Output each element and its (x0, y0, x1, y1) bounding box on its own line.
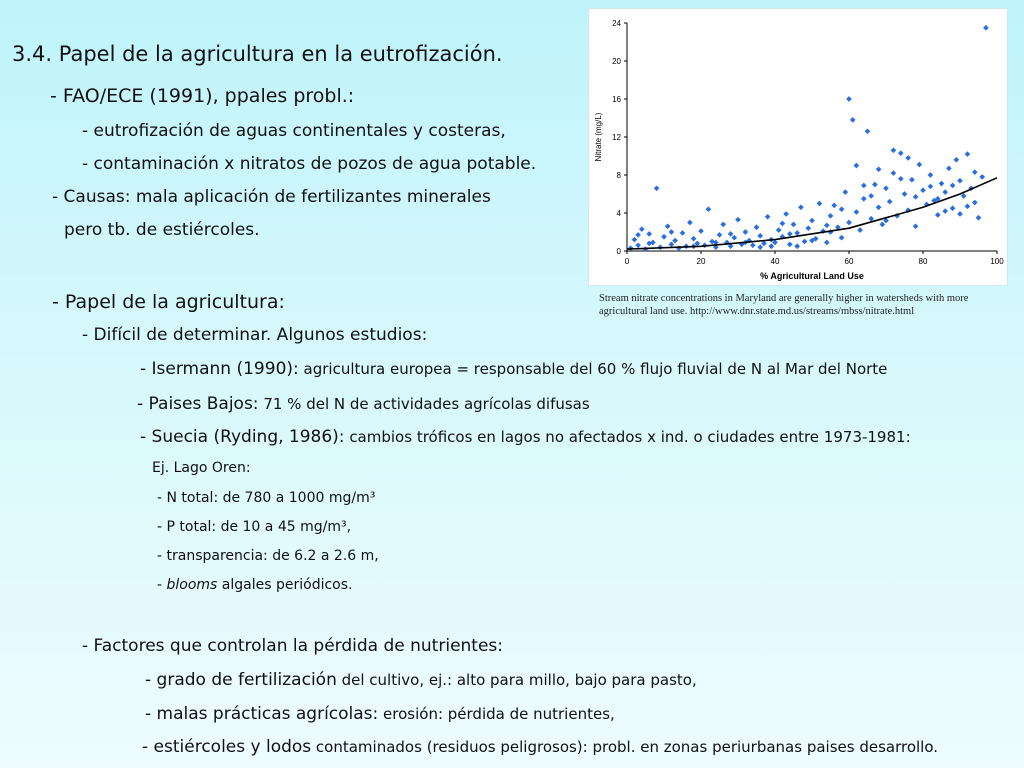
n-total: - N total: de 780 a 1000 mg/m³ (157, 490, 376, 506)
transparencia: - transparencia: de 6.2 a 2.6 m, (157, 548, 379, 564)
blooms-rest: algales periódicos. (217, 577, 353, 593)
x-tick-label: 60 (844, 257, 854, 266)
page-title: 3.4. Papel de la agricultura en la eutrofización. (12, 42, 503, 66)
data-point (942, 208, 948, 214)
data-point (857, 227, 863, 233)
data-point (680, 230, 686, 236)
data-point (965, 204, 971, 210)
factor-malas-practicas (145, 704, 615, 724)
data-point (687, 220, 693, 226)
data-point (754, 224, 760, 230)
p-total: - P total: de 10 a 45 mg/m³, (157, 519, 352, 535)
data-point (928, 184, 934, 190)
x-tick-label: 80 (918, 257, 928, 266)
data-point (950, 183, 956, 189)
data-point (861, 196, 867, 202)
data-point (794, 243, 800, 249)
blooms-word: blooms (166, 577, 218, 593)
data-point (842, 189, 848, 195)
study-paises-bajos-label: - Paises Bajos: (137, 394, 259, 414)
data-point (661, 234, 667, 240)
data-point (883, 185, 889, 191)
data-point (757, 244, 763, 250)
data-point (854, 163, 860, 169)
data-point (735, 217, 741, 223)
data-point (676, 245, 682, 251)
data-point (965, 151, 971, 157)
study-suecia (140, 427, 911, 447)
data-point (898, 176, 904, 182)
data-point (891, 147, 897, 153)
factor-estiercoles-label: - estiércoles y lodos (142, 737, 312, 757)
data-point (913, 194, 919, 200)
data-point (939, 181, 945, 187)
data-point (791, 222, 797, 228)
data-point (632, 237, 638, 243)
fao-heading: - FAO/ECE (1991), ppales probl.: (50, 85, 355, 107)
data-point (639, 226, 645, 232)
data-point (839, 235, 845, 241)
data-point (794, 230, 800, 236)
data-point (665, 223, 671, 229)
data-point (854, 209, 860, 215)
x-tick-label: 100 (990, 257, 1004, 266)
data-point (654, 185, 660, 191)
data-point (846, 96, 852, 102)
y-tick-label: 12 (612, 133, 621, 142)
data-point (839, 206, 845, 212)
data-point (865, 128, 871, 134)
factor-fertilizacion-label: - grado de fertilización (145, 670, 337, 690)
data-point (831, 203, 837, 209)
data-point (920, 187, 926, 193)
data-point (768, 243, 774, 249)
chart-svg (589, 9, 1007, 285)
data-point (828, 213, 834, 219)
data-point (979, 174, 985, 180)
data-point (728, 231, 734, 237)
data-point (780, 221, 786, 227)
study-isermann-text: agricultura europea = responsable del 60 % flujo fluvial de N al Mar del Norte (298, 360, 888, 378)
factor-fertilizacion (145, 670, 697, 690)
papel-heading: - Papel de la agricultura: (52, 291, 285, 313)
data-point (909, 177, 915, 183)
papel-subheading: - Difícil de determinar. Algunos estudios: (82, 325, 428, 345)
x-tick-label: 20 (696, 257, 706, 266)
factores-heading: - Factores que controlan la pérdida de nutrientes: (82, 636, 504, 656)
data-point (743, 229, 749, 235)
causas-line-1: - Causas: mala aplicación de fertilizantes minerales (52, 187, 491, 207)
data-point (798, 204, 804, 210)
data-point (669, 242, 675, 248)
data-point (946, 166, 952, 172)
data-point (635, 232, 641, 238)
data-point (905, 155, 911, 161)
data-point (876, 166, 882, 172)
y-tick-label: 24 (612, 19, 621, 28)
data-point (824, 223, 830, 229)
y-axis-label: Nitrate (mg/L) (594, 112, 603, 162)
data-point (817, 201, 823, 207)
x-tick-label: 0 (624, 257, 630, 266)
data-point (957, 178, 963, 184)
data-point (672, 238, 678, 244)
study-suecia-label: - Suecia (Ryding, 1986): (140, 427, 345, 447)
x-tick-label: 40 (770, 257, 780, 266)
study-paises-bajos-text: 71 % del N de actividades agrícolas difusas (258, 395, 590, 413)
data-point (783, 211, 789, 217)
data-point (850, 117, 856, 123)
x-axis-label: % Agricultural Land Use (760, 271, 864, 281)
data-point (787, 231, 793, 237)
causas-line-2: pero tb. de estiércoles. (64, 220, 260, 240)
data-point (957, 211, 963, 217)
data-point (750, 242, 756, 248)
data-point (805, 225, 811, 231)
data-point (868, 193, 874, 199)
data-point (928, 172, 934, 178)
y-tick-label: 4 (616, 209, 621, 218)
example-lago-oren: Ej. Lago Oren: (152, 460, 251, 476)
data-point (809, 218, 815, 224)
study-suecia-text: cambios tróficos en lagos no afectados x ind. o ciudades entre 1973-1981: (344, 428, 911, 446)
data-point (935, 212, 941, 218)
data-point (720, 222, 726, 228)
data-point (757, 233, 763, 239)
data-point (916, 162, 922, 168)
data-point (824, 240, 830, 246)
study-isermann (140, 359, 887, 379)
data-point (669, 229, 675, 235)
data-point (698, 228, 704, 234)
data-point (983, 25, 989, 31)
data-point (972, 169, 978, 175)
nitrate-scatter-chart (588, 8, 1008, 286)
factor-malas-practicas-label: - malas prácticas agrícolas: (145, 704, 379, 724)
blooms-line (157, 577, 353, 593)
data-point (891, 170, 897, 176)
data-point (913, 223, 919, 229)
y-tick-label: 0 (616, 247, 621, 256)
y-tick-label: 8 (616, 171, 621, 180)
data-point (706, 206, 712, 212)
data-point (950, 205, 956, 211)
data-point (691, 236, 697, 242)
data-point (879, 222, 885, 228)
fao-item-nitratos: - contaminación x nitratos de pozos de agua potable. (82, 154, 537, 174)
blooms-prefix: - (157, 577, 167, 593)
data-point (635, 242, 641, 248)
study-isermann-label: - Isermann (1990): (140, 359, 299, 379)
data-point (846, 220, 852, 226)
data-point (953, 157, 959, 163)
fao-item-eutrofizacion: - eutrofización de aguas continentales y costeras, (82, 121, 506, 141)
data-point (802, 239, 808, 245)
chart-caption: Stream nitrate concentrations in Maryland are generally higher in watersheds with more agricultural land use. http://www.dnr.state.md.us/streams/mbss/nitrate.html (599, 293, 969, 317)
data-point (972, 200, 978, 206)
data-point (646, 231, 652, 237)
factor-malas-practicas-text: erosión: pérdida de nutrientes, (378, 705, 615, 723)
y-tick-label: 16 (612, 95, 621, 104)
factor-estiercoles (142, 737, 938, 757)
data-point (776, 227, 782, 233)
data-point (876, 204, 882, 210)
data-point (765, 214, 771, 220)
factor-fertilizacion-text: del cultivo, ej.: alto para millo, bajo para pasto, (336, 671, 697, 689)
y-tick-label: 20 (612, 57, 621, 66)
data-point (787, 242, 793, 248)
study-paises-bajos (137, 394, 590, 414)
factor-estiercoles-text: contaminados (residuos peligrosos): probl. en zonas periurbanas paises desarrollo. (311, 738, 939, 756)
data-point (902, 191, 908, 197)
data-point (861, 183, 867, 189)
data-point (872, 182, 878, 188)
data-point (942, 189, 948, 195)
data-point (898, 150, 904, 156)
data-point (887, 199, 893, 205)
data-point (731, 235, 737, 241)
data-point (717, 232, 723, 238)
data-point (976, 215, 982, 221)
